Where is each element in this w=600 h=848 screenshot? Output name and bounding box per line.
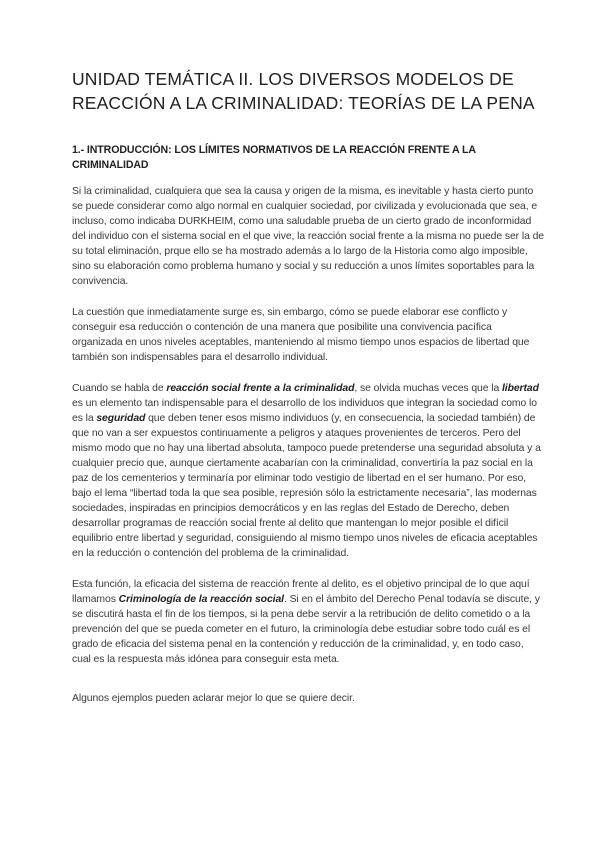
paragraph-4-text-1: Esta función, la eficacia del sistema de reacción frente al delito, es el objetivo principal de lo que aquí llamamos xyxy=(72,579,530,605)
paragraph-3-text-1: Cuando se habla de xyxy=(72,383,167,394)
paragraph-4-text-2: . Si en el ámbito del Derecho Penal todavía se discute, y se discutirá hasta el fin de los tiempos, si la pena debe servir a la retribución de delito cometido o a la prevención del que se pueda cometer en el futuro, la criminología debe estudiar sobre todo cuál es el grado de eficacia del sistema penal en la contención y reducción de la criminalidad, y, en todo caso, cual es la respuesta más idónea para conseguir esta meta. xyxy=(72,594,540,665)
paragraph-1: Si la criminalidad, cualquiera que sea la causa y origen de la misma, es inevitable y hasta cierto punto se puede considerar como algo normal en cualquier sociedad, por civilizada y evolucionada que sea, e incluso, como indicaba DURKHEIM, como una saludable prueba de un cierto grado de inconformidad del individuo con el sistema social en el que vive, la reacción social frente a la misma no puede ser la de su total eliminación, prque ello se ha mostrado además a lo largo de la Historia como algo imposible, sino su elaboración como problema humano y social y su reducción a unos límites soportables para la convivencia. xyxy=(72,186,544,287)
paragraph-3 xyxy=(72,381,544,561)
section-heading: 1.- INTRODUCCIÓN: LOS LÍMITES NORMATIVOS DE LA REACCIÓN FRENTE A LA CRIMINALIDAD xyxy=(72,144,476,171)
paragraph-4 xyxy=(72,577,544,667)
paragraph-5: Algunos ejemplos pueden aclarar mejor lo que se quiere decir. xyxy=(72,693,355,704)
paragraph-3-text-4: que deben tener esos mismo individuos (y, en consecuencia, la sociedad también) de que no van a ser expuestos continuamente a peligros y ataques provenientes de terceros. Pero del mismo modo que no hay una libertad absoluta, tampoco puede pretenderse una seguridad absoluta y a cualquier precio que, aunque ciertamente acabarían con la criminalidad, convertiría la paz social en la paz de los cementerios y terminaría por eliminar todo vestigio de libertad en el ser humano. Por eso, bajo el lema “libertad toda la que sea posible, represión sólo la estrictamente necesaria”, las modernas sociedades, inspiradas en principios democráticos y en las reglas del Estado de Derecho, deben desarrollar programas de reacción social frente al delito que mantengan lo mejor posible el difícil equilibrio entre libertad y seguridad, consiguiendo al mismo tiempo unos niveles de eficacia aceptables en la reducción o contención del problema de la criminalidad. xyxy=(72,413,541,559)
emphasis-libertad: libertad xyxy=(501,383,539,394)
document-title: UNIDAD TEMÁTICA II. LOS DIVERSOS MODELOS DE REACCIÓN A LA CRIMINALIDAD: TEORÍAS DE LA PENA xyxy=(72,69,535,113)
paragraph-2: La cuestión que inmediatamente surge es, sin embargo, cómo se puede elaborar ese conflicto y conseguir esa reducción o contención de una manera que posibilite una convivencia pacífica organizada en unos niveles aceptables, manteniendo al mismo tiempo unos espacios de libertad que también son indispensables para el desarrollo individual. xyxy=(72,307,530,363)
emphasis-reaccion-social: reacción social frente a la criminalidad xyxy=(166,383,355,394)
paragraph-3-text-2: , se olvida muchas veces que la xyxy=(354,383,502,394)
paragraph-3-text-3: es un elemento tan indispensable para el desarrollo de los individuos que integran la sociedad como lo es la xyxy=(72,398,537,424)
emphasis-seguridad: seguridad xyxy=(96,413,146,424)
emphasis-criminologia: Criminología de la reacción social xyxy=(118,594,284,605)
